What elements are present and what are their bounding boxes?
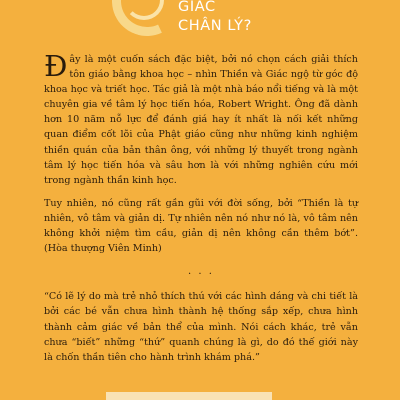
title-line-1: GIÁC [178, 0, 216, 15]
back-cover-text [44, 49, 358, 373]
cover-top [0, 0, 400, 40]
paragraph-excerpt: “Có lẽ lý do mà trẻ nhỏ thích thú với các hình dáng và chi tiết là bởi các bé vẫn chưa hình thành hệ thống sắp xếp, chưa hình thành cảm giác về bản thể của mình. Nói cách khác, trẻ vẫn chưa “biết” những “thứ” quanh chúng là gì, do đó thế giới này là chốn thần tiên cho hành trình khám phá.” [44, 291, 358, 363]
paragraph-quote: Tuy nhiên, nó cũng rất gần gũi với đời sống, bởi “Thiền là tự nhiên, vô tâm và giản dị. Tự nhiên nên nó như nó là, vô tâm nên không khởi niệm tìm cầu, giản dị nên không cần thêm bớt”. (Hòa thượng Viên Minh) [44, 197, 358, 255]
paragraph-intro-text: ây là một cuốn sách đặc biệt, bởi nó chọn cách giải thích tôn giáo bằng khoa học – nhìn Thiền và Giác ngộ từ góc độ khoa học và triết học. Tác giả là một nhà báo nổi tiếng và là một chuyên gia về tâm lý học tiến hóa, Robert Wright. Ông đã dành hơn 10 năm nỗ lực để đánh giá hay ít nhất là nối kết những quan điểm cốt lõi của Phật giáo cũng như những kinh nghiệm thiền quán của bản thân ông, với những lý thuyết trong ngành tâm lý học tiến hóa và sâu hơn là với những nghiên cứu mới trong ngành thần kinh học. [44, 54, 358, 186]
book-title [178, 0, 252, 36]
drop-cap: Đ [44, 49, 68, 83]
section-separator: . . . [188, 266, 214, 278]
bottom-strip [106, 392, 272, 400]
paragraph-intro [44, 49, 358, 188]
title-line-2: CHÂN LÝ? [178, 18, 252, 34]
